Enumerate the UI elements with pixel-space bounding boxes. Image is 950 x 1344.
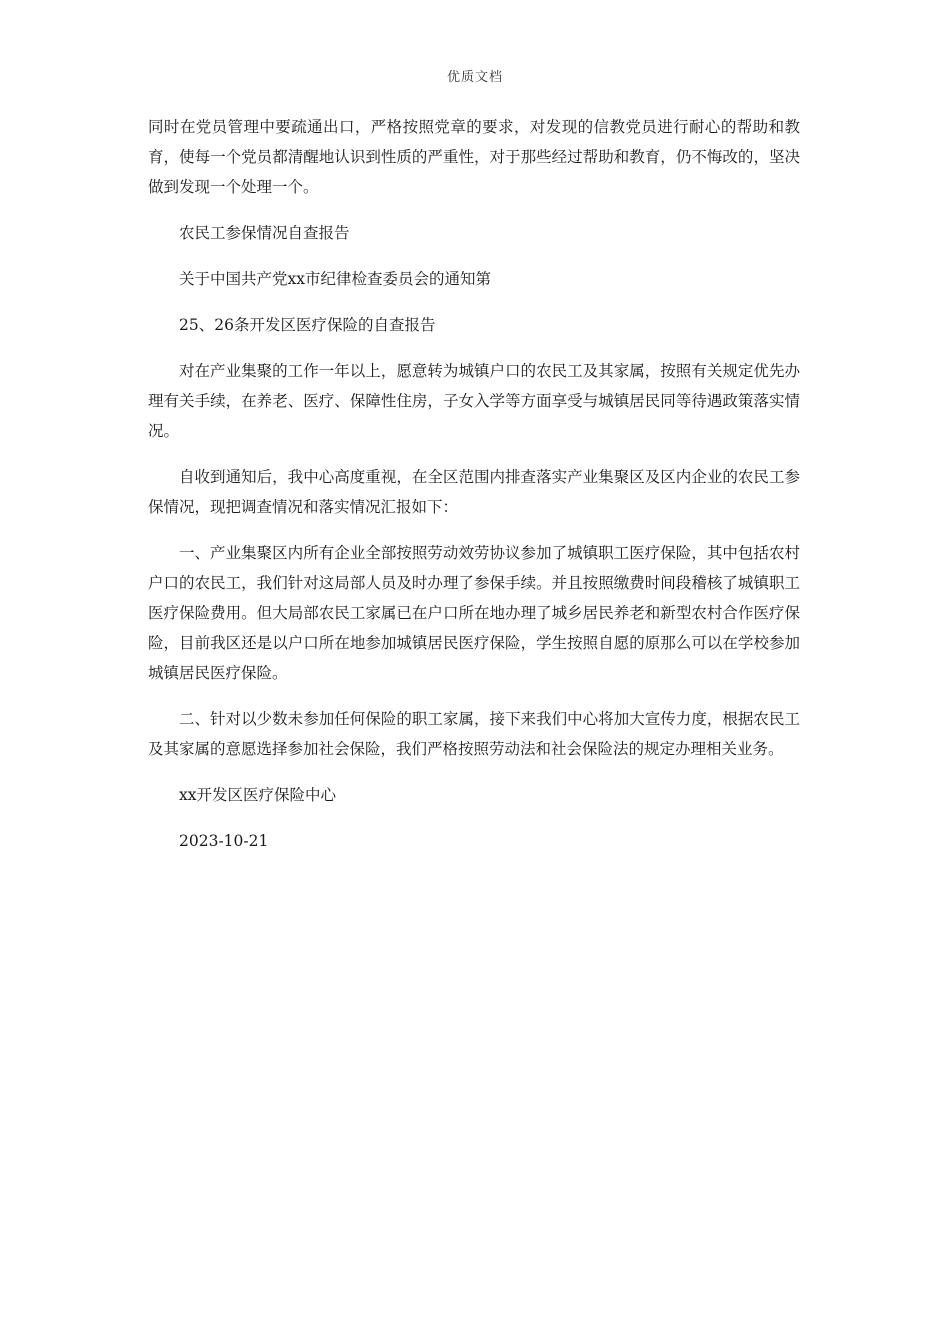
signature-organization: xx开发区医疗保险中心 xyxy=(179,786,336,804)
report-title: 农民工参保情况自查报告 xyxy=(179,224,350,242)
signature-date: 2023-10-21 xyxy=(179,832,269,850)
document-body xyxy=(148,112,800,872)
document-header: 优质文档 xyxy=(446,70,503,85)
paragraph-continuation: 同时在党员管理中要疏通出口，严格按照党章的要求，对发现的信教党员进行耐心的帮助和教育，使每一个党员都清醒地认识到性质的严重性，对于那些经过帮助和教育，仍不悔改的，坚决做到发现一个处理一个。 xyxy=(148,118,800,196)
notice-reference-line1: 关于中国共产党xx市纪律检查委员会的通知第 xyxy=(179,270,491,288)
paragraph-intro: 自收到通知后，我中心高度重视，在全区范围内排查落实产业集聚区及区内企业的农民工参保情况，现把调查情况和落实情况汇报如下： xyxy=(148,468,800,516)
notice-reference-line2: 25、26条开发区医疗保险的自查报告 xyxy=(179,316,436,334)
paragraph-point-two: 二、针对以少数未参加任何保险的职工家属，接下来我们中心将加大宣传力度，根据农民工及其家属的意愿选择参加社会保险，我们严格按照劳动法和社会保险法的规定办理相关业务。 xyxy=(148,710,800,758)
paragraph-policy: 对在产业集聚的工作一年以上，愿意转为城镇户口的农民工及其家属，按照有关规定优先办理有关手续，在养老、医疗、保障性住房，子女入学等方面享受与城镇居民同等待遇政策落实情况。 xyxy=(148,362,800,440)
paragraph-point-one: 一、产业集聚区内所有企业全部按照劳动效劳协议参加了城镇职工医疗保险，其中包括农村户口的农民工，我们针对这局部人员及时办理了参保手续。并且按照缴费时间段稽核了城镇职工医疗保险费用。但大局部农民工家属已在户口所在地办理了城乡居民养老和新型农村合作医疗保险，目前我区还是以户口所在地参加城镇居民医疗保险，学生按照自愿的原那么可以在学校参加城镇居民医疗保险。 xyxy=(148,544,800,682)
